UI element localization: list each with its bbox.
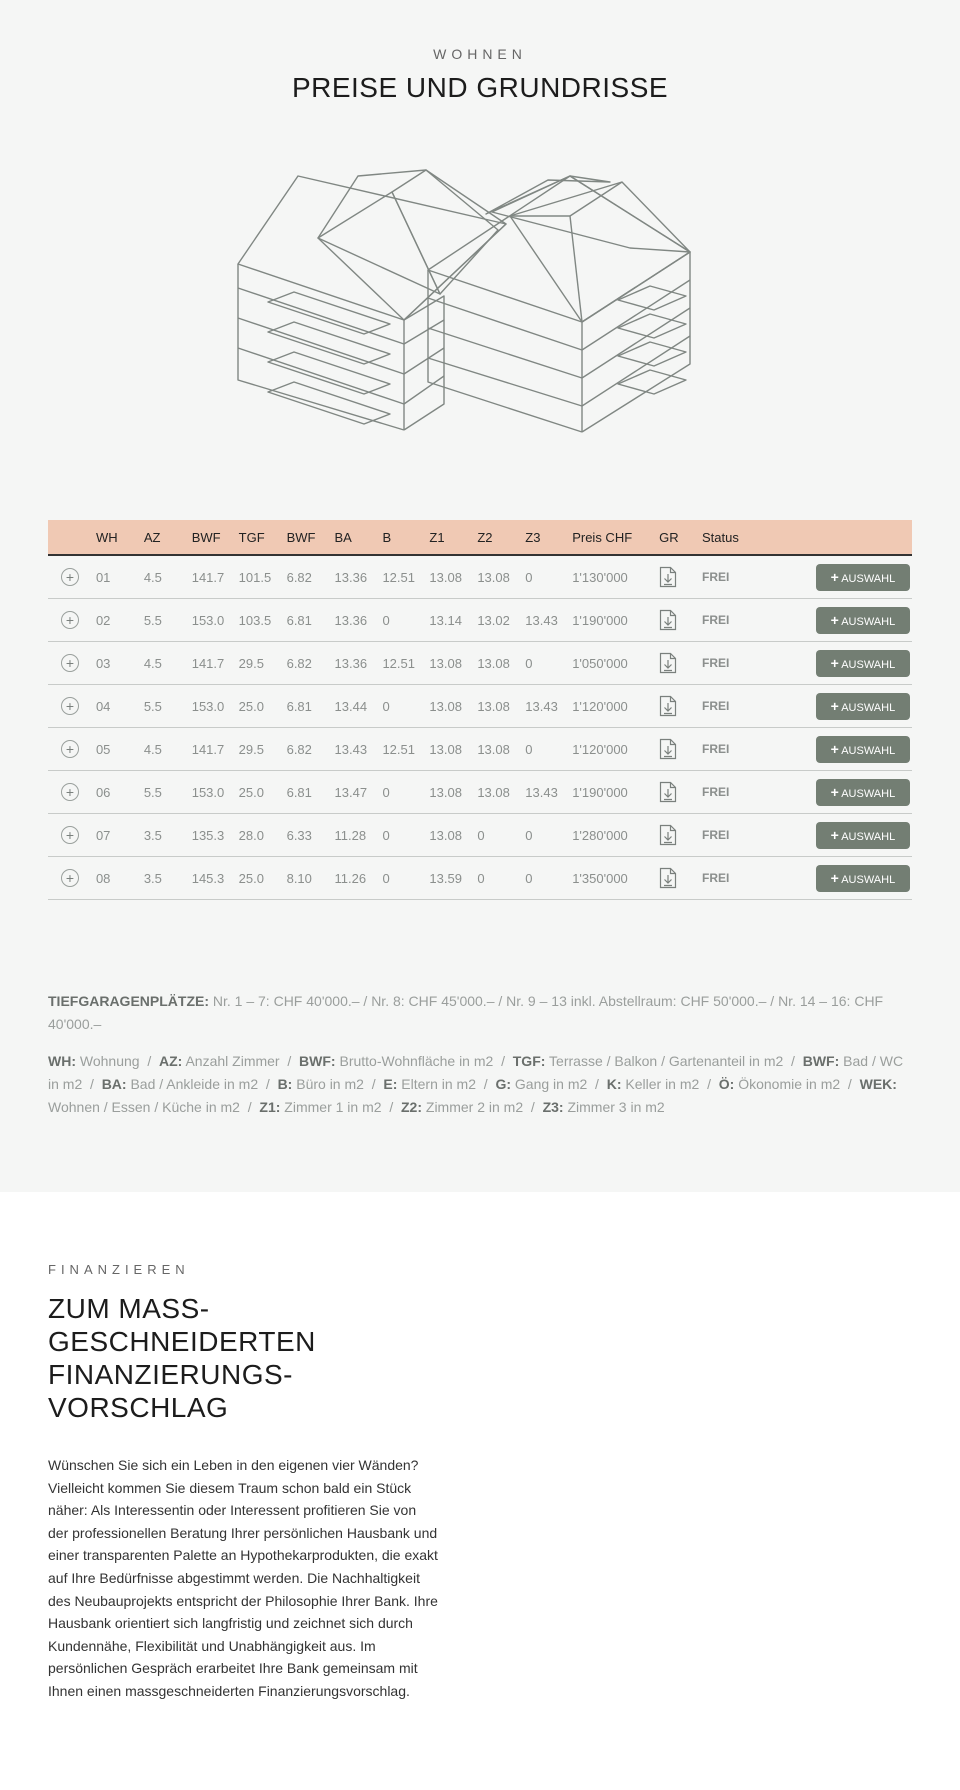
cell-wh: 03: [96, 642, 144, 685]
auswahl-label: AUSWAHL: [841, 830, 896, 843]
plus-circle-icon[interactable]: +: [61, 826, 79, 844]
cell-b: 12.51: [382, 728, 429, 771]
row-expand-cell: [48, 685, 96, 728]
legend-key: E:: [383, 1076, 398, 1092]
col-header-tgf: TGF: [239, 520, 287, 555]
cell-bwf2: 6.33: [287, 814, 335, 857]
col-header-z1: Z1: [429, 520, 477, 555]
status-badge: FREI: [702, 857, 762, 900]
cell-preis: 1'190'000: [572, 599, 659, 642]
cell-wh: 06: [96, 771, 144, 814]
row-expand-cell: [48, 599, 96, 642]
cell-z1: 13.08: [429, 555, 477, 599]
auswahl-label: AUSWAHL: [841, 701, 896, 714]
legend-text: Zimmer 3 in m2: [563, 1099, 665, 1115]
cell-action: [762, 771, 912, 814]
cell-az: 3.5: [144, 857, 192, 900]
cell-wh: 08: [96, 857, 144, 900]
legend-key: Z1:: [259, 1099, 281, 1115]
status-badge: FREI: [702, 771, 762, 814]
legend-key: BWF:: [802, 1053, 840, 1069]
download-document-icon[interactable]: [659, 738, 677, 760]
cell-b: 0: [382, 599, 429, 642]
cell-z3: 13.43: [525, 685, 572, 728]
cell-bwf2: 6.82: [287, 555, 335, 599]
cell-z2: 13.08: [477, 728, 525, 771]
col-header-action: [762, 520, 912, 555]
plus-icon: +: [830, 568, 839, 585]
cell-b: 0: [382, 857, 429, 900]
cell-z3: 0: [525, 728, 572, 771]
cell-z2: 13.08: [477, 771, 525, 814]
cell-preis: 1'190'000: [572, 771, 659, 814]
cell-bwf: 141.7: [192, 728, 239, 771]
legend-text: Büro in m2 /: [292, 1076, 384, 1092]
plus-icon: +: [830, 654, 839, 671]
cell-az: 3.5: [144, 814, 192, 857]
cell-bwf2: 6.81: [287, 685, 335, 728]
cell-ba: 11.28: [335, 814, 383, 857]
col-header-wh: WH: [96, 520, 144, 555]
auswahl-button[interactable]: [816, 564, 910, 591]
legend-key: BWF:: [299, 1053, 336, 1069]
table-row: [48, 857, 912, 900]
legend-text: Eltern in m2 /: [397, 1076, 496, 1092]
col-header-expand: [48, 520, 96, 555]
cell-b: 0: [382, 685, 429, 728]
status-badge: FREI: [702, 642, 762, 685]
legend-text: Zimmer 2 in m2 /: [422, 1099, 543, 1115]
cell-floorplan: [659, 728, 702, 771]
cell-z2: 13.08: [477, 555, 525, 599]
cell-z1: 13.14: [429, 599, 477, 642]
cell-bwf: 141.7: [192, 555, 239, 599]
cell-z1: 13.08: [429, 814, 477, 857]
cell-az: 4.5: [144, 728, 192, 771]
plus-circle-icon[interactable]: +: [61, 740, 79, 758]
plus-circle-icon[interactable]: +: [61, 697, 79, 715]
download-document-icon[interactable]: [659, 609, 677, 631]
col-header-status: Status: [702, 520, 762, 555]
cell-bwf2: 6.82: [287, 728, 335, 771]
cell-tgf: 25.0: [239, 771, 287, 814]
cell-wh: 01: [96, 555, 144, 599]
col-header-gr: GR: [659, 520, 702, 555]
download-document-icon[interactable]: [659, 867, 677, 889]
cell-floorplan: [659, 642, 702, 685]
cell-az: 4.5: [144, 642, 192, 685]
legend-text: Keller in m2 /: [621, 1076, 719, 1092]
cell-bwf: 153.0: [192, 771, 239, 814]
tiefgarage-text: Nr. 1 – 7: CHF 40'000.– / Nr. 8: CHF 45'000.– / Nr. 9 – 13 inkl. Abstellraum: CHF 50'000.– / Nr. 14 – 16: CHF 40'000.–: [48, 993, 884, 1032]
cell-tgf: 25.0: [239, 857, 287, 900]
col-header-z3: Z3: [525, 520, 572, 555]
plus-icon: +: [830, 697, 839, 714]
cell-z3: 0: [525, 857, 572, 900]
cell-b: 0: [382, 814, 429, 857]
plus-circle-icon[interactable]: +: [61, 783, 79, 801]
cell-z2: 0: [477, 814, 525, 857]
cell-z3: 0: [525, 814, 572, 857]
cell-b: 0: [382, 771, 429, 814]
cell-z2: 13.08: [477, 685, 525, 728]
cell-z2: 13.08: [477, 642, 525, 685]
cell-floorplan: [659, 599, 702, 642]
legend-key: G:: [495, 1076, 511, 1092]
col-header-z2: Z2: [477, 520, 525, 555]
cell-az: 4.5: [144, 555, 192, 599]
finanzieren-title-line: VORSCHLAG: [48, 1392, 229, 1423]
cell-floorplan: [659, 685, 702, 728]
cell-z1: 13.08: [429, 771, 477, 814]
table-row: [48, 685, 912, 728]
cell-b: 12.51: [382, 642, 429, 685]
cell-preis: 1'120'000: [572, 728, 659, 771]
apartment-table: [48, 520, 912, 900]
legend-key: Z2:: [401, 1099, 422, 1115]
auswahl-label: AUSWAHL: [841, 744, 896, 757]
row-expand-cell: [48, 728, 96, 771]
cell-bwf: 153.0: [192, 685, 239, 728]
auswahl-button[interactable]: [816, 650, 910, 677]
auswahl-button[interactable]: [816, 736, 910, 763]
cell-tgf: 103.5: [239, 599, 287, 642]
col-header-preis: Preis CHF: [572, 520, 659, 555]
table-row: [48, 771, 912, 814]
table-row: [48, 642, 912, 685]
cell-bwf2: 6.81: [287, 599, 335, 642]
legend-text: Anzahl Zimmer /: [182, 1053, 300, 1069]
cell-ba: 13.36: [335, 599, 383, 642]
cell-z3: 0: [525, 642, 572, 685]
status-badge: FREI: [702, 685, 762, 728]
cell-tgf: 28.0: [239, 814, 287, 857]
cell-tgf: 29.5: [239, 642, 287, 685]
cell-z3: 13.43: [525, 771, 572, 814]
row-expand-cell: [48, 857, 96, 900]
table-row: [48, 599, 912, 642]
plus-icon: +: [830, 740, 839, 757]
cell-ba: 13.43: [335, 728, 383, 771]
auswahl-label: AUSWAHL: [841, 787, 896, 800]
auswahl-label: AUSWAHL: [841, 873, 896, 886]
legend-text: Bad / Ankleide in m2 /: [126, 1076, 278, 1092]
col-header-az: AZ: [144, 520, 192, 555]
table-row: [48, 555, 912, 599]
tiefgarage-note: [48, 990, 912, 1036]
download-document-icon[interactable]: [659, 566, 677, 588]
legend-text: Terrasse / Balkon / Gartenanteil in m2 /: [545, 1053, 803, 1069]
cell-wh: 05: [96, 728, 144, 771]
legend-key: TGF:: [512, 1053, 546, 1069]
legend-text: Brutto-Wohnfläche in m2 /: [335, 1053, 513, 1069]
auswahl-button[interactable]: [816, 822, 910, 849]
finanzieren-title-line: FINANZIERUNGS-: [48, 1359, 293, 1390]
plus-circle-icon[interactable]: +: [61, 869, 79, 887]
cell-z1: 13.08: [429, 728, 477, 771]
legend-key: AZ:: [159, 1053, 183, 1069]
legend-text: Gang in m2 /: [511, 1076, 607, 1092]
table-row: [48, 814, 912, 857]
cell-preis: 1'130'000: [572, 555, 659, 599]
cell-wh: 07: [96, 814, 144, 857]
cell-action: [762, 685, 912, 728]
cell-ba: 13.36: [335, 555, 383, 599]
cell-floorplan: [659, 814, 702, 857]
cell-ba: 13.47: [335, 771, 383, 814]
download-document-icon[interactable]: [659, 695, 677, 717]
cell-action: [762, 814, 912, 857]
finanzieren-title-line: GESCHNEIDERTEN: [48, 1326, 316, 1357]
plus-icon: +: [830, 869, 839, 886]
download-document-icon[interactable]: [659, 824, 677, 846]
cell-bwf: 153.0: [192, 599, 239, 642]
cell-action: [762, 642, 912, 685]
cell-ba: 11.26: [335, 857, 383, 900]
download-document-icon[interactable]: [659, 781, 677, 803]
cell-action: [762, 728, 912, 771]
status-badge: FREI: [702, 599, 762, 642]
cell-wh: 02: [96, 599, 144, 642]
building-illustration: [230, 168, 730, 478]
legend-text: Wohnen / Essen / Küche in m2 /: [48, 1076, 901, 1115]
cell-z2: 13.02: [477, 599, 525, 642]
section-eyebrow: WOHNEN: [433, 46, 527, 62]
cell-tgf: 29.5: [239, 728, 287, 771]
row-expand-cell: [48, 555, 96, 599]
cell-wh: 04: [96, 685, 144, 728]
finanzieren-section: [0, 1192, 960, 1790]
cell-bwf: 145.3: [192, 857, 239, 900]
row-expand-cell: [48, 814, 96, 857]
cell-z3: 0: [525, 555, 572, 599]
legend-key: Ö:: [718, 1076, 735, 1092]
cell-preis: 1'350'000: [572, 857, 659, 900]
legend-text: Zimmer 1 in m2 /: [280, 1099, 401, 1115]
finanzieren-eyebrow: FINANZIEREN: [48, 1262, 190, 1277]
legend-key: Z3:: [542, 1099, 564, 1115]
plus-icon: +: [830, 611, 839, 628]
cell-az: 5.5: [144, 599, 192, 642]
finanzieren-title-line: ZUM MASS-: [48, 1293, 210, 1324]
download-document-icon[interactable]: [659, 652, 677, 674]
legend-key: BA:: [101, 1076, 127, 1092]
status-badge: FREI: [702, 814, 762, 857]
legend-key: WH:: [48, 1053, 76, 1069]
cell-bwf: 141.7: [192, 642, 239, 685]
plus-icon: +: [830, 826, 839, 843]
plus-circle-icon[interactable]: +: [61, 568, 79, 586]
cell-tgf: 101.5: [239, 555, 287, 599]
cell-floorplan: [659, 555, 702, 599]
cell-z1: 13.08: [429, 685, 477, 728]
legend-text: Bad / WC in m2 /: [48, 1053, 907, 1092]
cell-z3: 13.43: [525, 599, 572, 642]
cell-preis: 1'120'000: [572, 685, 659, 728]
cell-bwf2: 8.10: [287, 857, 335, 900]
cell-action: [762, 857, 912, 900]
auswahl-button[interactable]: [816, 607, 910, 634]
plus-circle-icon[interactable]: +: [61, 654, 79, 672]
auswahl-button[interactable]: [816, 865, 910, 892]
row-expand-cell: [48, 771, 96, 814]
legend-key: B:: [277, 1076, 293, 1092]
table-row: [48, 728, 912, 771]
finanzieren-title: [48, 1292, 428, 1424]
cell-tgf: 25.0: [239, 685, 287, 728]
col-header-bwf: BWF: [192, 520, 239, 555]
abbreviation-legend: [48, 1050, 912, 1119]
cell-floorplan: [659, 771, 702, 814]
cell-ba: 13.36: [335, 642, 383, 685]
plus-icon: +: [830, 783, 839, 800]
col-header-ba: BA: [335, 520, 383, 555]
cell-action: [762, 555, 912, 599]
legend-key: WEK:: [859, 1076, 897, 1092]
cell-az: 5.5: [144, 771, 192, 814]
row-expand-cell: [48, 642, 96, 685]
cell-floorplan: [659, 857, 702, 900]
auswahl-label: AUSWAHL: [841, 615, 896, 628]
legend-text: Wohnung /: [76, 1053, 160, 1069]
finanzieren-text: Wünschen Sie sich ein Leben in den eigenen vier Wänden? Vielleicht kommen Sie diesem Traum schon bald ein Stück näher: Als Interessentin oder Interessent profitieren Sie von der professionellen Beratung Ihrer persönlichen Hausbank und einer transparenten Palette an Hypothekarprodukten, die exakt auf Ihre Bedürfnisse abgestimmt werden. Die Nachhaltigkeit des Neubauprojekts entspricht der Philosophie Ihrer Bank. Ihre Hausbank orientiert sich langfristig und zeichnet sich durch Kundennähe, Flexibilität und Unabhängigkeit aus. Im persönlichen Gespräch erarbeitet Ihre Bank gemeinsam mit Ihnen einen massgeschneiderten Finanzierungsvorschlag.: [48, 1457, 438, 1699]
auswahl-button[interactable]: [816, 693, 910, 720]
cell-z1: 13.59: [429, 857, 477, 900]
table-header-row: [48, 520, 912, 555]
cell-az: 5.5: [144, 685, 192, 728]
cell-bwf2: 6.81: [287, 771, 335, 814]
cell-bwf2: 6.82: [287, 642, 335, 685]
section-title: PREISE UND GRUNDRISSE: [291, 72, 669, 103]
cell-z1: 13.08: [429, 642, 477, 685]
cell-preis: 1'050'000: [572, 642, 659, 685]
status-badge: FREI: [702, 555, 762, 599]
col-header-bwf-bad: BWF: [287, 520, 335, 555]
cell-action: [762, 599, 912, 642]
cell-z2: 0: [477, 857, 525, 900]
cell-b: 12.51: [382, 555, 429, 599]
cell-preis: 1'280'000: [572, 814, 659, 857]
cell-ba: 13.44: [335, 685, 383, 728]
plus-circle-icon[interactable]: +: [61, 611, 79, 629]
auswahl-label: AUSWAHL: [841, 572, 896, 585]
status-badge: FREI: [702, 728, 762, 771]
auswahl-label: AUSWAHL: [841, 658, 896, 671]
legend-key: K:: [606, 1076, 622, 1092]
legend-text: Ökonomie in m2 /: [734, 1076, 860, 1092]
auswahl-button[interactable]: [816, 779, 910, 806]
cell-bwf: 135.3: [192, 814, 239, 857]
col-header-b: B: [382, 520, 429, 555]
tiefgarage-label: TIEFGARAGENPLÄTZE:: [48, 993, 209, 1009]
